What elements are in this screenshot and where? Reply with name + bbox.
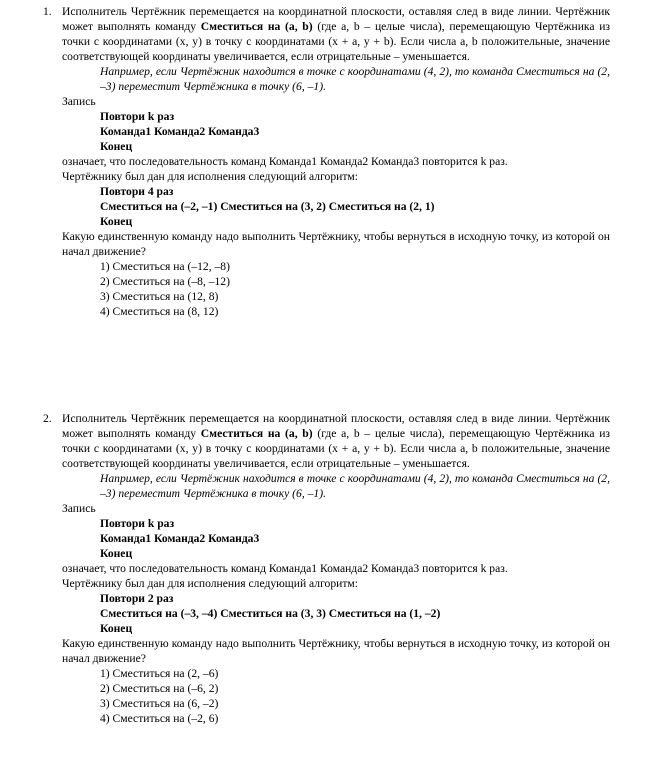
- intro-text: Исполнитель Чертёжник перемещается на координатной плоскости, оставляя след в виде линии. Чертёжник может выполнять команду: [62, 412, 610, 440]
- answer-option: 1) Сместиться на (–12, –8): [100, 260, 230, 273]
- question-text: Какую единственную команду надо выполнить Чертёжнику, чтобы вернуться в исходную точку, из которой он начал движение?: [62, 637, 610, 665]
- example-text: Например, если Чертёжник находится в точке с координатами (4, 2), то команда Сместиться на (2, –3) переместит Чертёжника в точку (6, –1).: [100, 65, 610, 93]
- algorithm-line: Сместиться на (–3, –4) Сместиться на (3, 3) Сместиться на (1, –2): [100, 607, 441, 620]
- means-text: означает, что последовательность команд Команда1 Команда2 Команда3 повторится k раз.: [62, 562, 508, 575]
- answer-option: 4) Сместиться на (–2, 6): [100, 712, 219, 725]
- question-text: Какую единственную команду надо выполнить Чертёжнику, чтобы вернуться в исходную точку, из которой он начал движение?: [62, 230, 610, 258]
- intro-text: Исполнитель Чертёжник перемещается на координатной плоскости, оставляя след в виде линии. Чертёжник может выполнять команду: [62, 5, 610, 33]
- given-text: Чертёжнику был дан для исполнения следующий алгоритм:: [62, 577, 358, 590]
- means-text: означает, что последовательность команд Команда1 Команда2 Команда3 повторится k раз.: [62, 155, 508, 168]
- given-text: Чертёжнику был дан для исполнения следующий алгоритм:: [62, 170, 358, 183]
- problem-intro: [62, 4, 610, 64]
- problem-intro: [62, 411, 610, 471]
- answer-option: 2) Сместиться на (–6, 2): [100, 682, 219, 695]
- answer-option: 2) Сместиться на (–8, –12): [100, 275, 230, 288]
- answer-option: 3) Сместиться на (12, 8): [100, 290, 219, 303]
- intro-text-rest: (где a, b – целые числа), перемещающую Чертёжника из точки с координатами (x, y) в точку с координатами (x + a, y + b). Если числа a, b положительные, значение соответствующей координаты увеличивается, если отрицательные – уменьшается.: [62, 427, 611, 470]
- record-line: Конец: [100, 140, 133, 153]
- intro-command: Сместиться на (a, b): [200, 20, 313, 33]
- problem-body: [62, 4, 610, 319]
- record-label: Запись: [62, 95, 96, 108]
- problem-number: 1.: [43, 5, 52, 18]
- problem-body: [62, 411, 610, 726]
- algorithm-line: Конец: [100, 215, 133, 228]
- answer-option: 3) Сместиться на (6, –2): [100, 697, 219, 710]
- intro-command: Сместиться на (a, b): [200, 427, 313, 440]
- algorithm-line: Повтори 4 раз: [100, 185, 174, 198]
- intro-text-rest: (где a, b – целые числа), перемещающую Чертёжника из точки с координатами (x, y) в точку с координатами (x + a, y + b). Если числа a, b положительные, значение соответствующей координаты увеличивается, если отрицательные – уменьшается.: [62, 20, 611, 63]
- algorithm-line: Сместиться на (–2, –1) Сместиться на (3, 2) Сместиться на (2, 1): [100, 200, 435, 213]
- example-text: Например, если Чертёжник находится в точке с координатами (4, 2), то команда Сместиться на (2, –3) переместит Чертёжника в точку (6, –1).: [100, 472, 610, 500]
- problem-number: 2.: [43, 412, 52, 425]
- algorithm-line: Конец: [100, 622, 133, 635]
- answer-option: 1) Сместиться на (2, –6): [100, 667, 219, 680]
- algorithm-line: Повтори 2 раз: [100, 592, 174, 605]
- record-line: Повтори k раз: [100, 110, 175, 123]
- record-line: Команда1 Команда2 Команда3: [100, 125, 260, 138]
- record-line: Команда1 Команда2 Команда3: [100, 532, 260, 545]
- answer-option: 4) Сместиться на (8, 12): [100, 305, 219, 318]
- record-line: Повтори k раз: [100, 517, 175, 530]
- record-label: Запись: [62, 502, 96, 515]
- record-line: Конец: [100, 547, 133, 560]
